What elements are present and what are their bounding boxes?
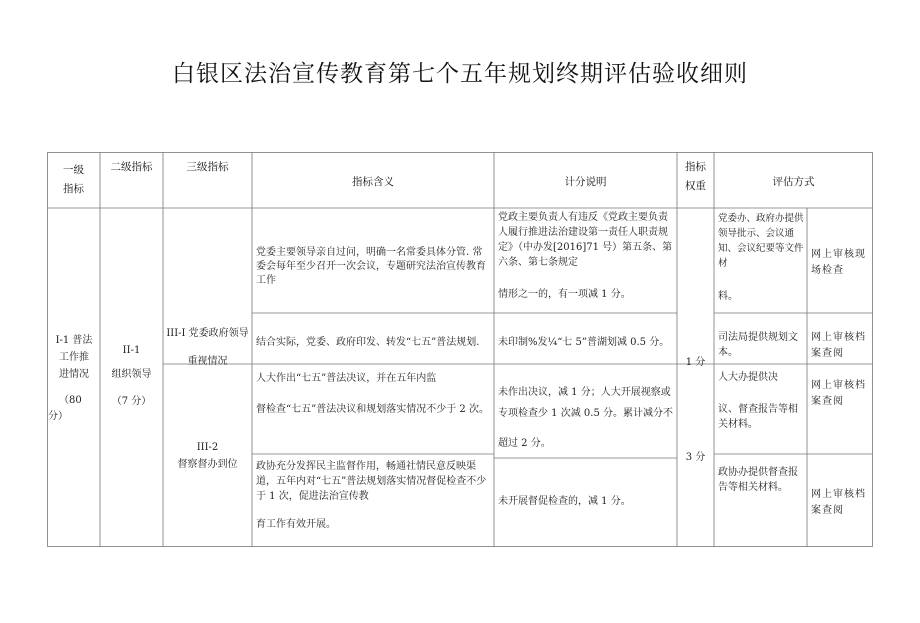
level1-line1: I-1 普法 [55, 335, 93, 346]
row2-method-b: 网上审核档案查阅 [811, 332, 866, 359]
level3b-code-text: III-2 [196, 442, 219, 453]
row3-method-b: 网上审核档案查阅 [811, 380, 866, 407]
header-method: 评估方式 [772, 176, 815, 188]
level1-cell [49, 332, 99, 383]
header-level2: 二级指标 [110, 161, 153, 173]
row4-method-b: 网上审核档案查阅 [811, 489, 866, 516]
level1-score-line2: 分） [48, 411, 68, 422]
header-weight-line1: 指标 [685, 161, 706, 173]
header-level3: 三级指标 [186, 161, 229, 173]
row1-scoring-a: 党政主要负责人有违反《党政主要负责人履行推进法治建设第一责任人职责规定》（中办发[2016]71 号）第五条、第六条、第七条规定 [498, 212, 673, 268]
row1-method-a: 党委办、政府办提供领导批示、会议通知、会议纪要等文件材 [718, 213, 804, 269]
header-scoring: 计分说明 [564, 176, 607, 188]
row3-meaning-a: 人大作出“七五”普法决议，并在五年内监 [256, 373, 437, 384]
header-weight [677, 158, 714, 196]
row1-method-a2: 料。 [718, 291, 738, 302]
header-level1-line1: 一级 [63, 164, 84, 176]
row3-scoring-b: 超过 2 分。 [498, 438, 551, 449]
level2-name: 组织领导 [111, 369, 152, 380]
header-meaning: 指标含义 [352, 176, 394, 188]
row3-meaning-b: 督检查“七五”普法决议和规划落实情况不少于 2 次。 [256, 404, 489, 415]
level1-line3: 进情况 [59, 369, 89, 380]
level3a-name: 重视情况 [187, 356, 228, 367]
level1-line2: 工作推 [59, 352, 89, 363]
level2-code: II-1 [122, 345, 141, 356]
level1-score-line1: （80 [59, 395, 82, 406]
row1-meaning: 党委主要领导亲自过问，明确一名常委具体分管. 常委会每年至少召开一次会议，专题研究法治宣传教育工作 [256, 247, 486, 286]
row3-scoring-a: 未作出决议，减 1 分；人大开展视察或专项检查少 1 次减 0.5 分。累计减分不 [498, 387, 673, 419]
header-level1-line2: 指标 [63, 183, 84, 195]
weight-first: 1 分 [685, 357, 706, 368]
level2-score: （7 分） [111, 396, 152, 407]
level3b-name: 督察督办到位 [177, 459, 238, 470]
row4-scoring: 未开展督促检查的，减 1 分。 [498, 496, 631, 507]
row2-method-a: 司法局提供规划文本。 [718, 332, 798, 358]
weight-second: 3 分 [685, 452, 706, 463]
level3a-code: III-I 党委政府领导 [166, 328, 249, 339]
row4-method-a: 政协办提供督查报告等相关材料。 [718, 467, 798, 493]
page-title: 白银区法治宣传教育第七个五年规划终期评估验收细则 [172, 61, 748, 87]
header-level1 [47, 161, 100, 199]
header-weight-line2: 权重 [685, 180, 706, 192]
evaluation-table [47, 152, 873, 547]
row1-method-b: 网上审核现场检查 [811, 249, 866, 276]
row4-meaning-a: 政协充分发挥民主监督作用，畅通社情民意反映渠道，五年内对“七五”普法规划落实情况督促检查不少于 1 次，促进法治宣传教 [256, 461, 487, 502]
row2-meaning: 结合实际，党委、政府印发、转发“七五”普法规划. [256, 337, 480, 348]
row1-scoring-b: 情形之一的，有一项减 1 分。 [498, 289, 631, 300]
row2-scoring: 未印制%发¼“七 5”普湖划减 0.5 分。 [498, 337, 670, 348]
row4-meaning-b: 育工作有效开展。 [256, 519, 336, 530]
row3-method-a2: 议、督查报告等相关材料。 [718, 404, 798, 430]
row3-method-a: 人大办提供决 [718, 372, 778, 383]
